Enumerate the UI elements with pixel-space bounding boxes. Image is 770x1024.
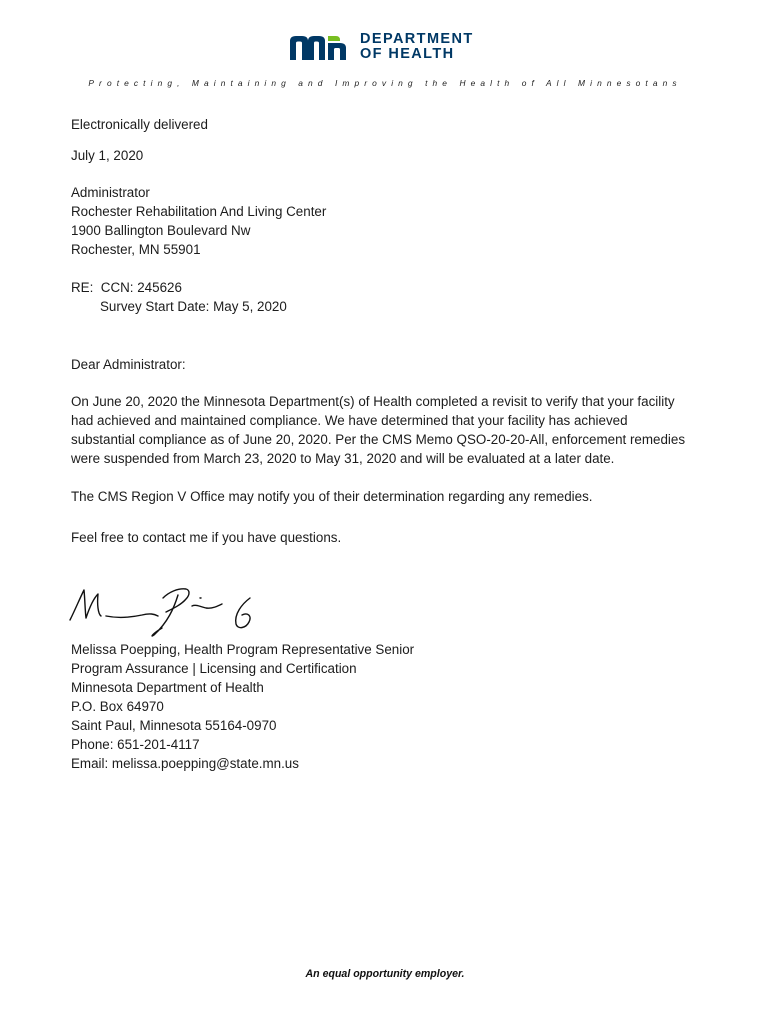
re-survey-date: Survey Start Date: May 5, 2020 xyxy=(100,299,287,314)
tagline: Protecting, Maintaining and Improving the Health of All Minnesotans xyxy=(88,78,682,88)
letter-date: July 1, 2020 xyxy=(71,148,144,163)
paragraph-line: On June 20, 2020 the Minnesota Department(s) of Health completed a revisit to verify that your facility xyxy=(71,394,675,409)
signature-line: Melissa Poepping, Health Program Representative Senior xyxy=(71,642,415,657)
paragraph-2: The CMS Region V Office may notify you of their determination regarding any remedies. xyxy=(71,489,593,504)
re-label: RE: xyxy=(71,280,94,295)
paragraph-line: substantial compliance as of June 20, 2020. Per the CMS Memo QSO-20-20-All, enforcement remedies xyxy=(71,432,686,447)
logo-line-1: DEPARTMENT xyxy=(360,31,474,47)
salutation: Dear Administrator: xyxy=(71,357,186,372)
recipient-line: Administrator xyxy=(71,185,150,200)
signature-line: Saint Paul, Minnesota 55164-0970 xyxy=(71,718,277,733)
recipient-address xyxy=(71,183,326,259)
paragraph-line: had achieved and maintained compliance. We have determined that your facility has achieved xyxy=(71,413,628,428)
signature-line: P.O. Box 64970 xyxy=(71,699,164,714)
signature-line: Program Assurance | Licensing and Certification xyxy=(71,661,357,676)
paragraph-1 xyxy=(71,392,711,468)
handwritten-signature xyxy=(66,578,266,645)
paragraph-3: Feel free to contact me if you have questions. xyxy=(71,530,342,545)
paragraph-line: were suspended from March 23, 2020 to May 31, 2020 and will be evaluated at a later date. xyxy=(71,451,615,466)
re-block xyxy=(71,278,287,316)
signature-line: Phone: 651-201-4117 xyxy=(71,737,200,752)
re-ccn: CCN: 245626 xyxy=(100,280,182,295)
re-line xyxy=(71,278,287,297)
signature-email: Email: melissa.poepping@state.mn.us xyxy=(71,756,299,771)
recipient-line: Rochester, MN 55901 xyxy=(71,242,201,257)
signature-block xyxy=(71,640,414,773)
mn-logo-icon xyxy=(288,32,352,62)
mdh-logo xyxy=(288,32,474,62)
signature-line: Minnesota Department of Health xyxy=(71,680,264,695)
logo-wordmark xyxy=(360,32,474,62)
delivery-note: Electronically delivered xyxy=(71,117,208,132)
recipient-line: Rochester Rehabilitation And Living Center xyxy=(71,204,327,219)
logo-line-2: OF HEALTH xyxy=(360,46,455,62)
footer-note: An equal opportunity employer. xyxy=(305,968,465,980)
recipient-line: 1900 Ballington Boulevard Nw xyxy=(71,223,251,238)
